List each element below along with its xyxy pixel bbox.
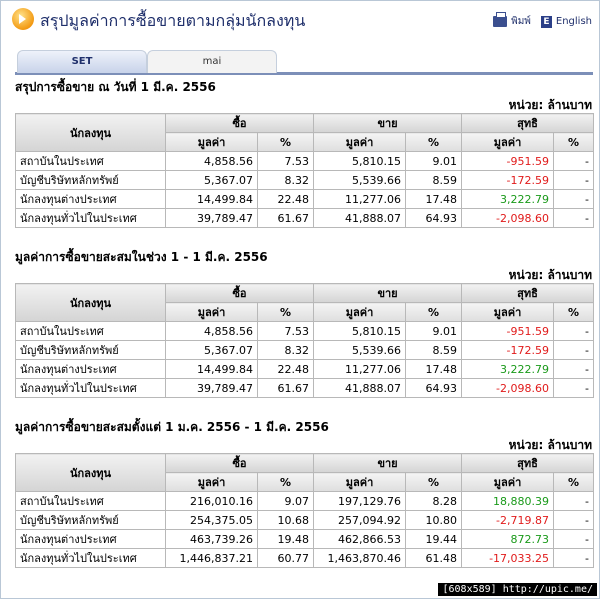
buy-value: 216,010.16	[166, 492, 258, 511]
sell-percent: 8.59	[406, 341, 462, 360]
table-row	[16, 360, 594, 379]
table-row	[16, 530, 594, 549]
sell-percent: 9.01	[406, 152, 462, 171]
section-title-period: มูลค่าการซื้อขายสะสมในช่วง 1 - 1 มี.ค. 2556	[15, 250, 268, 264]
buy-percent: 60.77	[258, 549, 314, 568]
net-percent: -	[554, 511, 594, 530]
net-value: -172.59	[462, 171, 554, 190]
buy-value: 14,499.84	[166, 190, 258, 209]
investor-name: บัญชีบริษัทหลักทรัพย์	[16, 511, 166, 530]
header-buy-value: มูลค่า	[166, 133, 258, 152]
header-investor: นักลงทุน	[16, 114, 166, 152]
investor-name: สถาบันในประเทศ	[16, 492, 166, 511]
buy-percent: 61.67	[258, 209, 314, 228]
sell-percent: 17.48	[406, 190, 462, 209]
header-row	[16, 114, 594, 133]
net-value: -2,719.87	[462, 511, 554, 530]
tab-mai[interactable]: mai	[147, 50, 277, 73]
buy-percent: 22.48	[258, 190, 314, 209]
table-row	[16, 152, 594, 171]
sell-value: 11,277.06	[314, 190, 406, 209]
investor-name: นักลงทุนต่างประเทศ	[16, 360, 166, 379]
buy-value: 39,789.47	[166, 379, 258, 398]
table-row	[16, 511, 594, 530]
net-percent: -	[554, 341, 594, 360]
sell-percent: 9.01	[406, 322, 462, 341]
header-sell: ขาย	[314, 454, 462, 473]
sell-value: 41,888.07	[314, 209, 406, 228]
header-net-percent: %	[554, 473, 594, 492]
buy-percent: 7.53	[258, 152, 314, 171]
sell-value: 462,866.53	[314, 530, 406, 549]
unit-label: หน่วย: ล้านบาท	[508, 268, 592, 282]
investor-name: สถาบันในประเทศ	[16, 152, 166, 171]
header-sell-value: มูลค่า	[314, 473, 406, 492]
sell-value: 197,129.76	[314, 492, 406, 511]
sell-value: 41,888.07	[314, 379, 406, 398]
buy-value: 463,739.26	[166, 530, 258, 549]
table-daily	[15, 113, 594, 228]
image-host-footer: [608x589] http://upic.me/	[438, 583, 597, 596]
investor-name: สถาบันในประเทศ	[16, 322, 166, 341]
header-investor: นักลงทุน	[16, 454, 166, 492]
table-period	[15, 283, 594, 398]
header-buy-percent: %	[258, 133, 314, 152]
table-row	[16, 492, 594, 511]
buy-percent: 9.07	[258, 492, 314, 511]
page-header	[6, 6, 594, 32]
sell-value: 257,094.92	[314, 511, 406, 530]
table-row	[16, 209, 594, 228]
header-buy-value: มูลค่า	[166, 303, 258, 322]
sell-value: 1,463,870.46	[314, 549, 406, 568]
header-row	[16, 454, 594, 473]
header-buy-value: มูลค่า	[166, 473, 258, 492]
buy-value: 254,375.05	[166, 511, 258, 530]
sell-percent: 10.80	[406, 511, 462, 530]
buy-percent: 10.68	[258, 511, 314, 530]
header-sell-value: มูลค่า	[314, 133, 406, 152]
sell-percent: 8.28	[406, 492, 462, 511]
net-percent: -	[554, 322, 594, 341]
net-percent: -	[554, 171, 594, 190]
header-investor: นักลงทุน	[16, 284, 166, 322]
net-value: 3,222.79	[462, 360, 554, 379]
header-net-percent: %	[554, 133, 594, 152]
header-sell-percent: %	[406, 133, 462, 152]
sell-value: 5,539.66	[314, 341, 406, 360]
header-net: สุทธิ	[462, 284, 594, 303]
buy-percent: 7.53	[258, 322, 314, 341]
buy-value: 1,446,837.21	[166, 549, 258, 568]
table-row	[16, 190, 594, 209]
sell-percent: 64.93	[406, 379, 462, 398]
sell-percent: 61.48	[406, 549, 462, 568]
arrow-right-icon	[19, 14, 26, 24]
net-value: 872.73	[462, 530, 554, 549]
buy-value: 5,367.07	[166, 171, 258, 190]
sell-value: 5,810.15	[314, 152, 406, 171]
sell-value: 5,539.66	[314, 171, 406, 190]
section-title-daily: สรุปการซื้อขาย ณ วันที่ 1 มี.ค. 2556	[15, 80, 216, 94]
english-label: English	[555, 16, 592, 27]
investor-name: นักลงทุนต่างประเทศ	[16, 530, 166, 549]
table-row	[16, 549, 594, 568]
header-net-value: มูลค่า	[462, 303, 554, 322]
english-button[interactable]	[541, 16, 592, 28]
net-value: 3,222.79	[462, 190, 554, 209]
investor-name: บัญชีบริษัทหลักทรัพย์	[16, 341, 166, 360]
net-percent: -	[554, 492, 594, 511]
net-percent: -	[554, 549, 594, 568]
investor-name: นักลงทุนต่างประเทศ	[16, 190, 166, 209]
printer-icon	[493, 16, 507, 27]
buy-value: 4,858.56	[166, 152, 258, 171]
header-buy: ซื้อ	[166, 114, 314, 133]
net-percent: -	[554, 530, 594, 549]
net-percent: -	[554, 209, 594, 228]
net-value: 18,880.39	[462, 492, 554, 511]
header-buy-percent: %	[258, 473, 314, 492]
net-value: -2,098.60	[462, 379, 554, 398]
header-net-value: มูลค่า	[462, 473, 554, 492]
buy-percent: 8.32	[258, 171, 314, 190]
sell-percent: 17.48	[406, 360, 462, 379]
unit-label: หน่วย: ล้านบาท	[508, 98, 592, 112]
buy-value: 39,789.47	[166, 209, 258, 228]
buy-percent: 8.32	[258, 341, 314, 360]
header-net: สุทธิ	[462, 454, 594, 473]
table-row	[16, 322, 594, 341]
net-percent: -	[554, 360, 594, 379]
header-buy: ซื้อ	[166, 454, 314, 473]
table-ytd	[15, 453, 594, 568]
net-percent: -	[554, 152, 594, 171]
investor-name: บัญชีบริษัทหลักทรัพย์	[16, 171, 166, 190]
sell-percent: 19.44	[406, 530, 462, 549]
print-label: พิมพ์	[511, 16, 531, 27]
table-row	[16, 341, 594, 360]
english-icon: E	[541, 16, 552, 28]
net-value: -951.59	[462, 322, 554, 341]
header-row	[16, 284, 594, 303]
sell-value: 5,810.15	[314, 322, 406, 341]
sell-percent: 64.93	[406, 209, 462, 228]
header-sell-percent: %	[406, 473, 462, 492]
page-title: สรุปมูลค่าการซื้อขายตามกลุ่มนักลงทุน	[40, 11, 306, 30]
net-value: -951.59	[462, 152, 554, 171]
table-row	[16, 171, 594, 190]
header-sell: ขาย	[314, 114, 462, 133]
buy-value: 5,367.07	[166, 341, 258, 360]
header-buy: ซื้อ	[166, 284, 314, 303]
net-value: -17,033.25	[462, 549, 554, 568]
sell-value: 11,277.06	[314, 360, 406, 379]
investor-name: นักลงทุนทั่วไปในประเทศ	[16, 379, 166, 398]
unit-label: หน่วย: ล้านบาท	[508, 438, 592, 452]
tab-set[interactable]: SET	[17, 50, 147, 73]
print-button[interactable]	[493, 14, 531, 29]
table-row	[16, 379, 594, 398]
buy-value: 4,858.56	[166, 322, 258, 341]
header-buy-percent: %	[258, 303, 314, 322]
header-sell: ขาย	[314, 284, 462, 303]
buy-percent: 61.67	[258, 379, 314, 398]
header-net-percent: %	[554, 303, 594, 322]
header-sell-percent: %	[406, 303, 462, 322]
header-sell-value: มูลค่า	[314, 303, 406, 322]
header-net-value: มูลค่า	[462, 133, 554, 152]
buy-value: 14,499.84	[166, 360, 258, 379]
investor-name: นักลงทุนทั่วไปในประเทศ	[16, 549, 166, 568]
investor-name: นักลงทุนทั่วไปในประเทศ	[16, 209, 166, 228]
sell-percent: 8.59	[406, 171, 462, 190]
net-percent: -	[554, 379, 594, 398]
buy-percent: 19.48	[258, 530, 314, 549]
buy-percent: 22.48	[258, 360, 314, 379]
header-net: สุทธิ	[462, 114, 594, 133]
section-title-ytd: มูลค่าการซื้อขายสะสมตั้งแต่ 1 ม.ค. 2556 - 1 มี.ค. 2556	[15, 420, 329, 434]
market-tabs	[15, 50, 593, 75]
toolbar	[493, 14, 592, 29]
net-value: -2,098.60	[462, 209, 554, 228]
net-value: -172.59	[462, 341, 554, 360]
net-percent: -	[554, 190, 594, 209]
